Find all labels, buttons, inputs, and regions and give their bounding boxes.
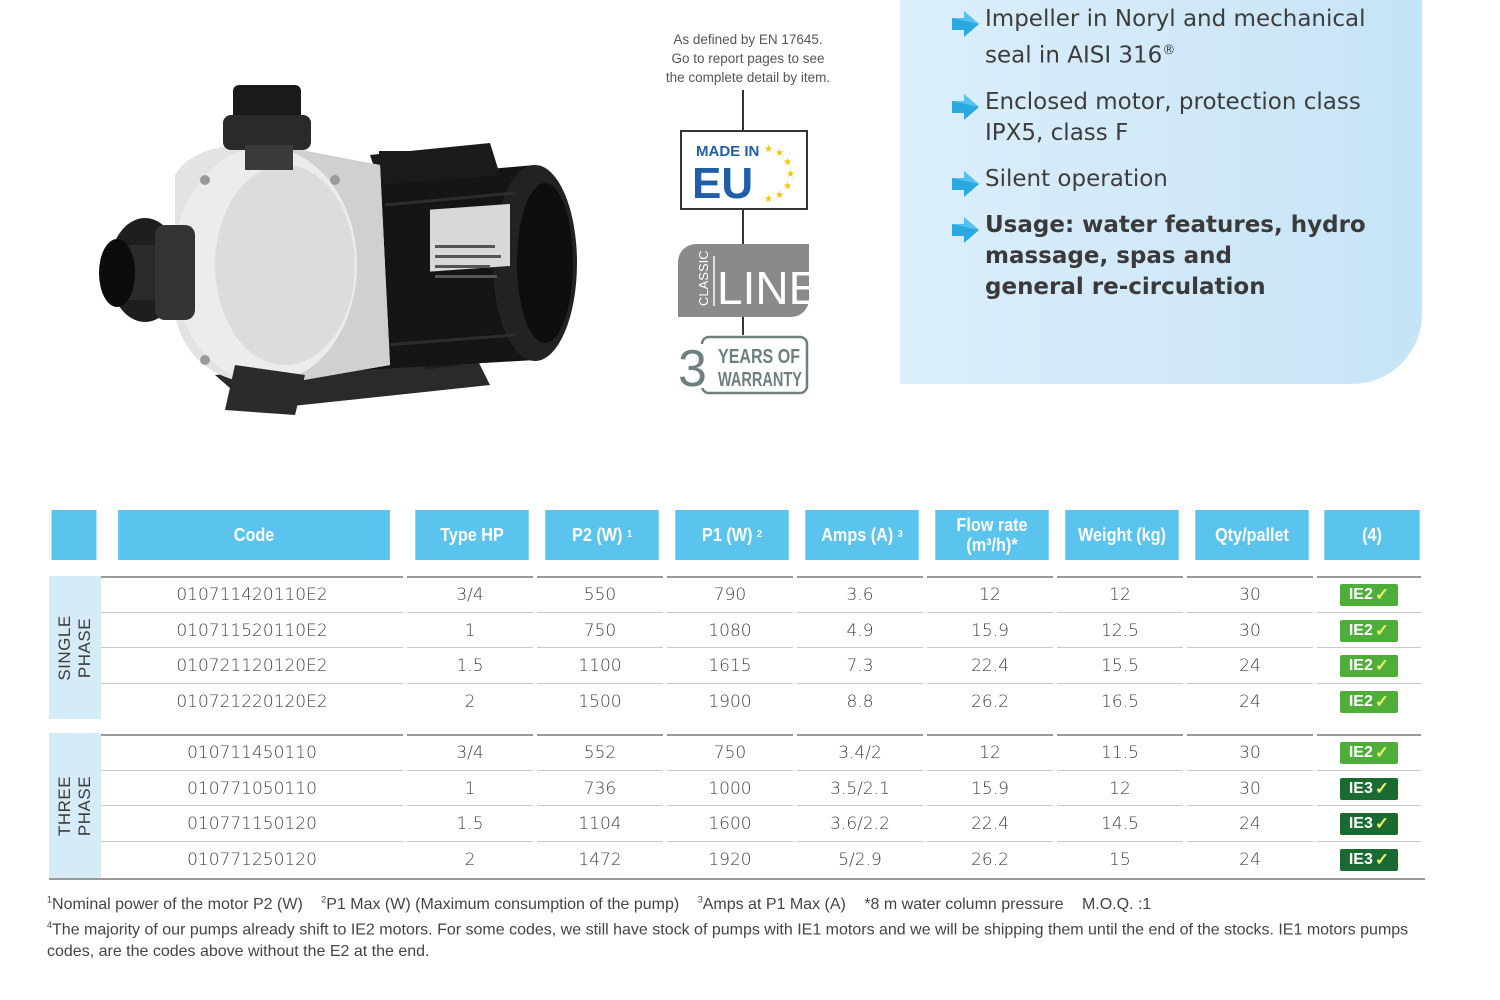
cell-p2: 552: [537, 734, 663, 770]
check-icon: ✓: [1374, 849, 1390, 869]
check-icon: ✓: [1374, 743, 1390, 762]
footnote-2: $^2$P1 Max (W) (Maximum consumption of the pump): [321, 895, 680, 914]
cell-hp: 1: [407, 612, 533, 648]
eu-top-text: MADE IN: [696, 143, 760, 160]
cell-hp: 3/4: [407, 734, 533, 770]
cell-code: 010721120120E2: [101, 647, 403, 683]
features-panel: [900, 0, 1422, 384]
made-in-eu-badge: [680, 130, 808, 210]
cell-qty: 30: [1187, 576, 1313, 612]
feature-text: Usage: water features, hydro: [985, 211, 1366, 238]
header-qty-pallet: Qty/pallet: [1195, 510, 1308, 560]
table-bottom-rule: [49, 878, 1425, 880]
feature-text: massage, spas and: [985, 242, 1232, 269]
cell-ie: [1317, 612, 1421, 648]
feature-text: IPX5, class F: [985, 119, 1129, 146]
cell-qty: 24: [1187, 805, 1313, 841]
cell-amps: 3.4/2: [797, 734, 923, 770]
three-phase-label-block: [49, 733, 101, 878]
footnote-4: $^4$The majority of our pumps already shift to IE2 motors. For some codes, we still have stock of pumps with IE1 motors and we will be shipping them until the end of the stocks. IE1 motors pumps codes, are the codes above without the E2 at the end.: [47, 920, 1409, 960]
cert-note-line: As defined by EN 17645.: [673, 32, 823, 47]
cell-p2: 1100: [537, 647, 663, 683]
cell-flow: 15.9: [927, 770, 1053, 806]
cell-ie: [1317, 576, 1421, 612]
cell-p2: 550: [537, 576, 663, 612]
svg-text:★: ★: [775, 148, 784, 159]
cell-p1: 1080: [667, 612, 793, 648]
feature-text: Enclosed motor, protection class: [985, 88, 1361, 115]
svg-text:★: ★: [786, 169, 795, 180]
cell-code: 010721220120E2: [101, 683, 403, 719]
cell-weight: 12.5: [1057, 612, 1183, 648]
footnotes: [47, 890, 1427, 962]
cell-amps: 4.9: [797, 612, 923, 648]
check-icon: ✓: [1374, 585, 1390, 604]
cell-flow: 22.4: [927, 805, 1053, 841]
feature-item: [950, 164, 1390, 195]
table-row: [101, 612, 1425, 648]
cell-code: 010771050110: [101, 770, 403, 806]
cell-code: 010711520110E2: [101, 612, 403, 648]
cell-p2: 1500: [537, 683, 663, 719]
cell-p1: 790: [667, 576, 793, 612]
feature-item: [950, 4, 1390, 72]
svg-text:★: ★: [783, 181, 792, 192]
cell-weight: 15.5: [1057, 647, 1183, 683]
feature-text: general re-circulation: [985, 273, 1266, 300]
cell-amps: 8.8: [797, 683, 923, 719]
registered-mark: ®: [1162, 43, 1176, 58]
pump-product-image: [95, 85, 585, 420]
eu-main-text: EU: [692, 159, 754, 208]
cell-flow: 12: [927, 576, 1053, 612]
cell-amps: 3.6/2.2: [797, 805, 923, 841]
header-p1: P1 (W) 2: [675, 510, 788, 560]
cell-ie: [1317, 683, 1421, 719]
cell-amps: 7.3: [797, 647, 923, 683]
cell-p1: 1900: [667, 683, 793, 719]
classic-line-badge: [678, 244, 820, 317]
warranty-line2: WARRANTY: [718, 369, 803, 391]
cell-weight: 14.5: [1057, 805, 1183, 841]
ie-class-badge: IE2 ✓: [1340, 620, 1398, 642]
cell-amps: 3.6: [797, 576, 923, 612]
ie-class-badge: IE2 ✓: [1340, 742, 1398, 764]
cell-amps: 5/2.9: [797, 841, 923, 877]
cell-p2: 750: [537, 612, 663, 648]
warranty-number: 3: [678, 340, 707, 398]
svg-text:★: ★: [764, 144, 773, 155]
table-header-row: [49, 510, 1425, 560]
table-row: [101, 576, 1425, 612]
certification-note: [648, 30, 848, 87]
cell-qty: 30: [1187, 612, 1313, 648]
table-row: [101, 647, 1425, 683]
cell-ie: [1317, 647, 1421, 683]
cell-hp: 1: [407, 770, 533, 806]
feature-item: [950, 87, 1390, 149]
cell-code: 010711420110E2: [101, 576, 403, 612]
cell-weight: 16.5: [1057, 683, 1183, 719]
cell-qty: 30: [1187, 734, 1313, 770]
feature-text: Impeller in Noryl and mechanical: [985, 6, 1366, 32]
header-p2: P2 (W) 1: [545, 510, 658, 560]
table-row: [101, 734, 1425, 770]
footnote-1: $^1$Nominal power of the motor P2 (W): [47, 895, 303, 914]
header-weight: Weight (kg): [1065, 510, 1178, 560]
cell-p1: 1920: [667, 841, 793, 877]
connector-line: [742, 210, 744, 244]
cell-hp: 2: [407, 841, 533, 877]
header-type-hp: Type HP: [415, 510, 528, 560]
cell-qty: 30: [1187, 770, 1313, 806]
cell-hp: 3/4: [407, 576, 533, 612]
table-row: [101, 805, 1425, 841]
cell-flow: 26.2: [927, 683, 1053, 719]
cell-flow: 22.4: [927, 647, 1053, 683]
header-flow-rate: Flow rate (m³/h)*: [935, 510, 1048, 560]
eu-stars-icon: [764, 144, 795, 205]
header-blank-cell: [52, 510, 97, 560]
ie-class-badge: IE2 ✓: [1340, 691, 1398, 713]
cell-code: 010771150120: [101, 805, 403, 841]
cell-flow: 12: [927, 734, 1053, 770]
check-icon: ✓: [1374, 655, 1390, 675]
cell-p2: 1472: [537, 841, 663, 877]
cell-hp: 1.5: [407, 805, 533, 841]
header-code: Code: [118, 510, 390, 560]
cell-flow: 26.2: [927, 841, 1053, 877]
arrow-right-icon: [950, 10, 980, 38]
feature-item: [950, 210, 1390, 303]
cell-ie: [1317, 805, 1421, 841]
warranty-line1: YEARS OF: [718, 346, 800, 368]
check-icon: ✓: [1374, 778, 1390, 798]
check-icon: ✓: [1374, 813, 1390, 833]
footnote-moq: M.O.Q. :1: [1081, 896, 1152, 914]
svg-text:★: ★: [775, 190, 784, 201]
cell-code: 010771250120: [101, 841, 403, 877]
connector-line: [742, 90, 744, 130]
warranty-badge: [676, 334, 810, 396]
cell-amps: 3.5/2.1: [797, 770, 923, 806]
arrow-right-icon: [950, 93, 980, 121]
cert-note-line: Go to report pages to see: [671, 51, 825, 66]
classic-big-text: LINE: [717, 262, 820, 314]
cell-code: 010711450110: [101, 734, 403, 770]
cell-p1: 1600: [667, 805, 793, 841]
cert-note-line: the complete detail by item.: [665, 70, 831, 85]
cell-qty: 24: [1187, 841, 1313, 877]
cell-ie: [1317, 841, 1421, 877]
cell-ie: [1317, 770, 1421, 806]
arrow-right-icon: [950, 216, 980, 244]
ie-class-badge: IE2 ✓: [1340, 584, 1398, 606]
ie-class-badge: IE2 ✓: [1340, 655, 1398, 677]
ie-class-badge: IE3 ✓: [1340, 778, 1398, 800]
check-icon: ✓: [1374, 620, 1390, 640]
cell-ie: [1317, 734, 1421, 770]
ie-class-badge: IE3 ✓: [1340, 849, 1398, 871]
cell-qty: 24: [1187, 647, 1313, 683]
check-icon: ✓: [1374, 691, 1390, 711]
cell-p1: 1000: [667, 770, 793, 806]
feature-text: Silent operation: [985, 165, 1168, 192]
classic-small-text: CLASSIC: [696, 250, 711, 306]
cell-weight: 12: [1057, 770, 1183, 806]
cell-weight: 15: [1057, 841, 1183, 877]
features-list: [950, 4, 1390, 318]
cell-weight: 12: [1057, 576, 1183, 612]
footnote-3: $^3$Amps at P1 Max (A): [697, 895, 846, 914]
cell-hp: 2: [407, 683, 533, 719]
connector-line: [742, 317, 744, 335]
svg-text:★: ★: [764, 194, 773, 205]
footnote-star: *8 m water column pressure: [864, 896, 1064, 914]
svg-text:★: ★: [783, 157, 792, 168]
table-row: [101, 841, 1425, 877]
single-phase-label: SINGLE PHASE: [55, 614, 94, 681]
arrow-right-icon: [950, 170, 980, 198]
ie-class-badge: IE3 ✓: [1340, 813, 1398, 835]
cell-p1: 750: [667, 734, 793, 770]
cell-p2: 1104: [537, 805, 663, 841]
cell-p1: 1615: [667, 647, 793, 683]
cell-qty: 24: [1187, 683, 1313, 719]
cell-flow: 15.9: [927, 612, 1053, 648]
header-ie-class: (4): [1324, 510, 1419, 560]
footnote-line: [47, 890, 1427, 915]
cell-hp: 1.5: [407, 647, 533, 683]
feature-text: seal in AISI 316: [985, 42, 1163, 69]
table-row: [101, 770, 1425, 806]
table-row: [101, 683, 1425, 719]
single-phase-label-block: [49, 576, 101, 719]
three-phase-label: THREE PHASE: [55, 775, 94, 836]
header-amps: Amps (A) 3: [805, 510, 918, 560]
cell-p2: 736: [537, 770, 663, 806]
cell-weight: 11.5: [1057, 734, 1183, 770]
